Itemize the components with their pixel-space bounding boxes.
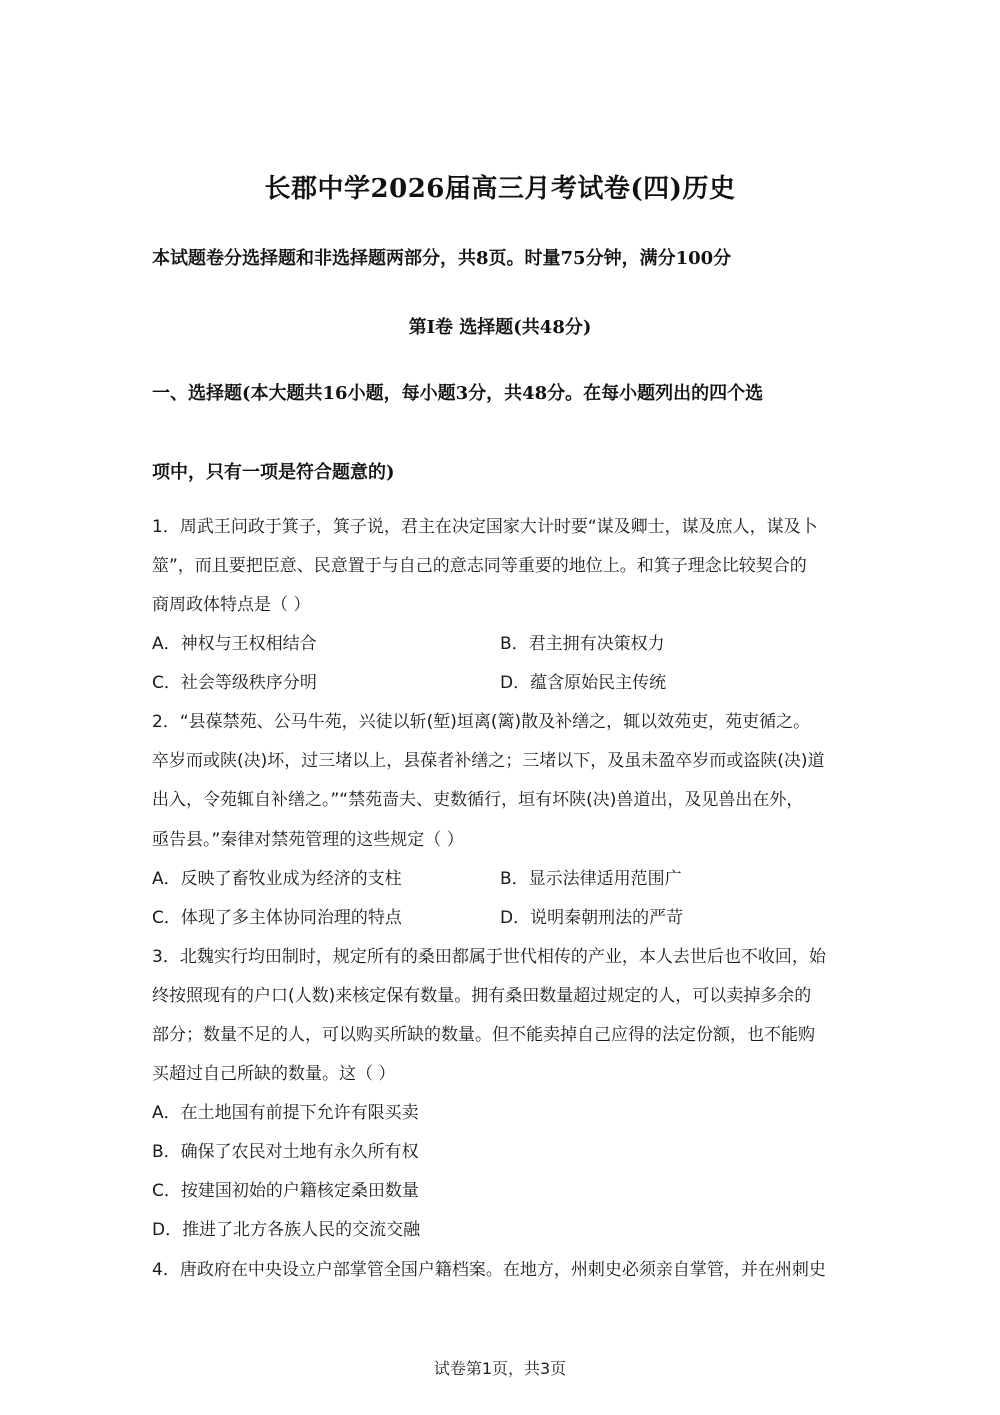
question-4-line-1: 4．唐政府在中央设立户部掌管全国户籍档案。在地方，州刺史必须亲自掌管，并在州刺史 bbox=[152, 1260, 826, 1280]
exam-info: 本试题卷分选择题和非选择题两部分，共8页。时量75分钟，满分100分 bbox=[152, 248, 732, 269]
question-1-option-a: A．神权与王权相结合 bbox=[152, 634, 317, 654]
question-2-option-c: C．体现了多主体协同治理的特点 bbox=[152, 908, 402, 928]
question-1-option-d: D．蕴含原始民主传统 bbox=[500, 673, 667, 693]
question-3-line-1: 3．北魏实行均田制时，规定所有的桑田都属于世代相传的产业，本人去世后也不收回，始 bbox=[152, 947, 826, 967]
question-2-line-4: 亟告县。”秦律对禁苑管理的这些规定（ ） bbox=[152, 830, 464, 850]
question-2-line-3: 出入，令苑辄自补缮之。”“禁苑啬夫、吏数循行，垣有坏陕(决)兽道出，及见兽出在外， bbox=[152, 790, 804, 810]
question-1-line-1: 1．周武王问政于箕子，箕子说，君主在决定国家大计时要“谋及卿士，谋及庶人，谋及卜 bbox=[152, 517, 818, 537]
question-3-option-c: C．按建国初始的户籍核定桑田数量 bbox=[152, 1181, 419, 1201]
question-2-option-b: B．显示法律适用范围广 bbox=[500, 869, 682, 889]
question-3-line-2: 终按照现有的户口(人数)来核定保有数量。拥有桑田数量超过规定的人，可以卖掉多余的 bbox=[152, 986, 812, 1006]
question-2-option-d: D．说明秦朝刑法的严苛 bbox=[500, 908, 684, 928]
question-2-option-a: A．反映了畜牧业成为经济的支柱 bbox=[152, 869, 402, 889]
question-3-line-4: 买超过自己所缺的数量。这（ ） bbox=[152, 1064, 396, 1084]
question-1-line-3: 商周政体特点是（ ） bbox=[152, 595, 311, 615]
question-3-line-3: 部分；数量不足的人，可以购买所缺的数量。但不能卖掉自己应得的法定份额，也不能购 bbox=[152, 1025, 815, 1045]
question-3-option-b: B．确保了农民对土地有永久所有权 bbox=[152, 1142, 419, 1162]
question-2-line-1: 2．“县葆禁苑、公马牛苑，兴徒以斩(堑)垣离(篱)散及补缮之，辄以效苑吏，苑吏循之。 bbox=[152, 712, 811, 732]
question-1-option-b: B．君主拥有决策权力 bbox=[500, 634, 665, 654]
section-heading-line-2: 项中，只有一项是符合题意的) bbox=[152, 462, 395, 483]
page-footer: 试卷第1页，共3页 bbox=[433, 1359, 567, 1378]
question-2-line-2: 卒岁而或陕(决)坏，过三堵以上，县葆者补缮之；三堵以下，及虽未盈卒岁而或盗陕(决)道 bbox=[152, 751, 825, 771]
question-3-option-d: D．推进了北方各族人民的交流交融 bbox=[152, 1220, 421, 1240]
part-heading: 第Ⅰ卷 选择题(共48分) bbox=[408, 317, 592, 338]
question-1-option-c: C．社会等级秩序分明 bbox=[152, 673, 317, 693]
section-heading-line-1: 一、选择题(本大题共16小题，每小题3分，共48分。在每小题列出的四个选 bbox=[152, 383, 764, 404]
exam-title: 长郡中学2026届高三月考试卷(四)历史 bbox=[264, 174, 736, 204]
question-3-option-a: A．在土地国有前提下允许有限买卖 bbox=[152, 1103, 419, 1123]
question-1-line-2: 筮”，而且要把臣意、民意置于与自己的意志同等重要的地位上。和箕子理念比较契合的 bbox=[152, 556, 807, 576]
